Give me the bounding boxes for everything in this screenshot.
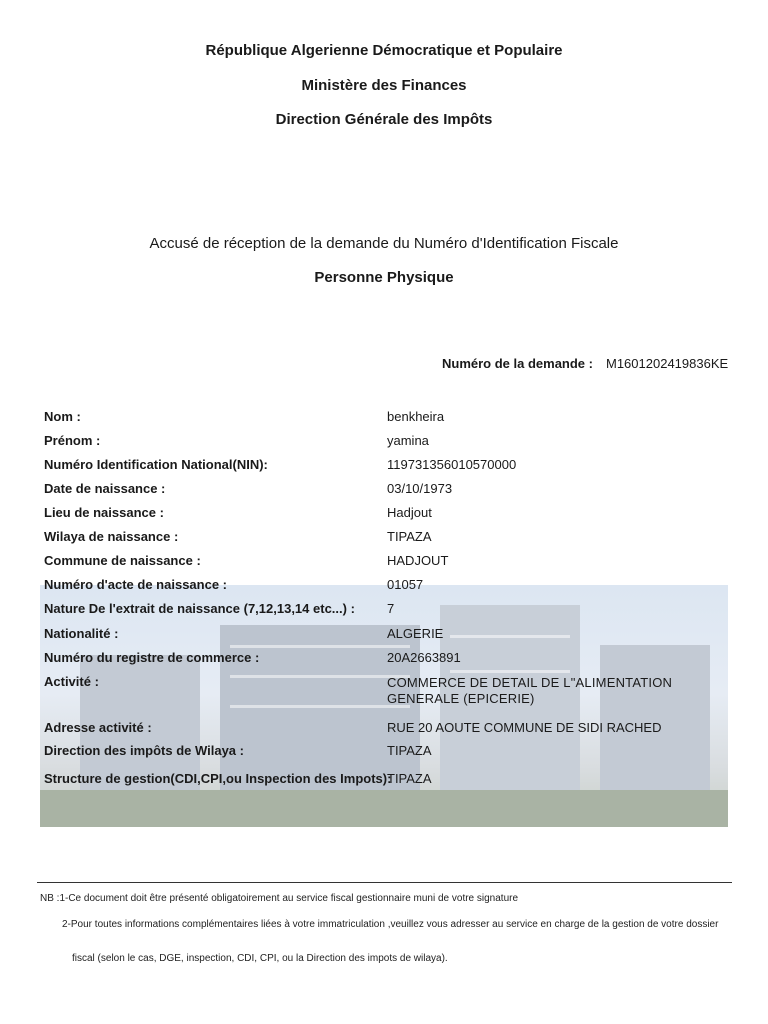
- field-label: Numéro d'acte de naissance :: [44, 577, 227, 592]
- header-ministry: Ministère des Finances: [301, 77, 467, 94]
- field-label: Commune de naissance :: [44, 553, 201, 568]
- document-title: Personne Physique: [314, 269, 454, 286]
- field-value: 03/10/1973: [387, 481, 453, 496]
- field-value: Hadjout: [387, 505, 432, 520]
- field-label: Nature De l'extrait de naissance (7,12,13,14 etc...) :: [44, 601, 355, 616]
- field-value: yamina: [387, 433, 429, 448]
- field-value: TIPAZA: [387, 771, 432, 786]
- field-value: RUE 20 AOUTE COMMUNE DE SIDI RACHED: [387, 720, 662, 735]
- field-value: 7: [387, 601, 395, 616]
- field-label: Numéro Identification National(NIN):: [44, 457, 268, 472]
- header-directorate: Direction Générale des Impôts: [275, 111, 493, 128]
- field-label: Nationalité :: [44, 626, 119, 641]
- field-label: Nom :: [44, 409, 81, 424]
- field-value: HADJOUT: [387, 553, 449, 568]
- footer-note-3: fiscal (selon le cas, DGE, inspection, CDI, CPI, ou la Direction des impots de wilaya).: [72, 953, 448, 964]
- field-label: Lieu de naissance :: [44, 505, 164, 520]
- field-label: Wilaya de naissance :: [44, 529, 179, 544]
- field-label: Direction des impôts de Wilaya :: [44, 743, 244, 758]
- field-label: Numéro du registre de commerce :: [44, 650, 260, 665]
- field-label: Prénom :: [44, 433, 101, 448]
- field-label: Date de naissance :: [44, 481, 166, 496]
- field-value: 119731356010570000: [387, 457, 517, 472]
- field-value: 20A2663891: [387, 650, 461, 665]
- footer-note-1: NB :1-Ce document doit être présenté obligatoirement au service fiscal gestionnaire muni de votre signature: [40, 893, 519, 904]
- field-value: TIPAZA: [387, 529, 432, 544]
- footer-note-2: 2-Pour toutes informations complémentaires liées à votre immatriculation ,veuillez vous adresser au service en charge de la gestion de votre dossier: [62, 919, 719, 930]
- field-value: TIPAZA: [387, 743, 432, 758]
- header-republic: République Algerienne Démocratique et Populaire: [205, 42, 563, 59]
- request-number-value: M1601202419836KE: [606, 356, 729, 371]
- footer-divider: [37, 882, 732, 883]
- field-label: Adresse activité :: [44, 720, 152, 735]
- field-value: COMMERCE DE DETAIL DE L"ALIMENTATION GENERALE (EPICERIE): [387, 675, 673, 706]
- field-value: benkheira: [387, 409, 445, 424]
- request-number-label: Numéro de la demande :: [442, 356, 593, 371]
- field-label: Activité :: [44, 674, 99, 689]
- document-subtitle: Accusé de réception de la demande du Numéro d'Identification Fiscale: [149, 235, 619, 252]
- field-value: ALGERIE: [387, 626, 444, 641]
- field-label: Structure de gestion(CDI,CPI,ou Inspection des Impots):: [44, 771, 392, 786]
- field-value: 01057: [387, 577, 424, 592]
